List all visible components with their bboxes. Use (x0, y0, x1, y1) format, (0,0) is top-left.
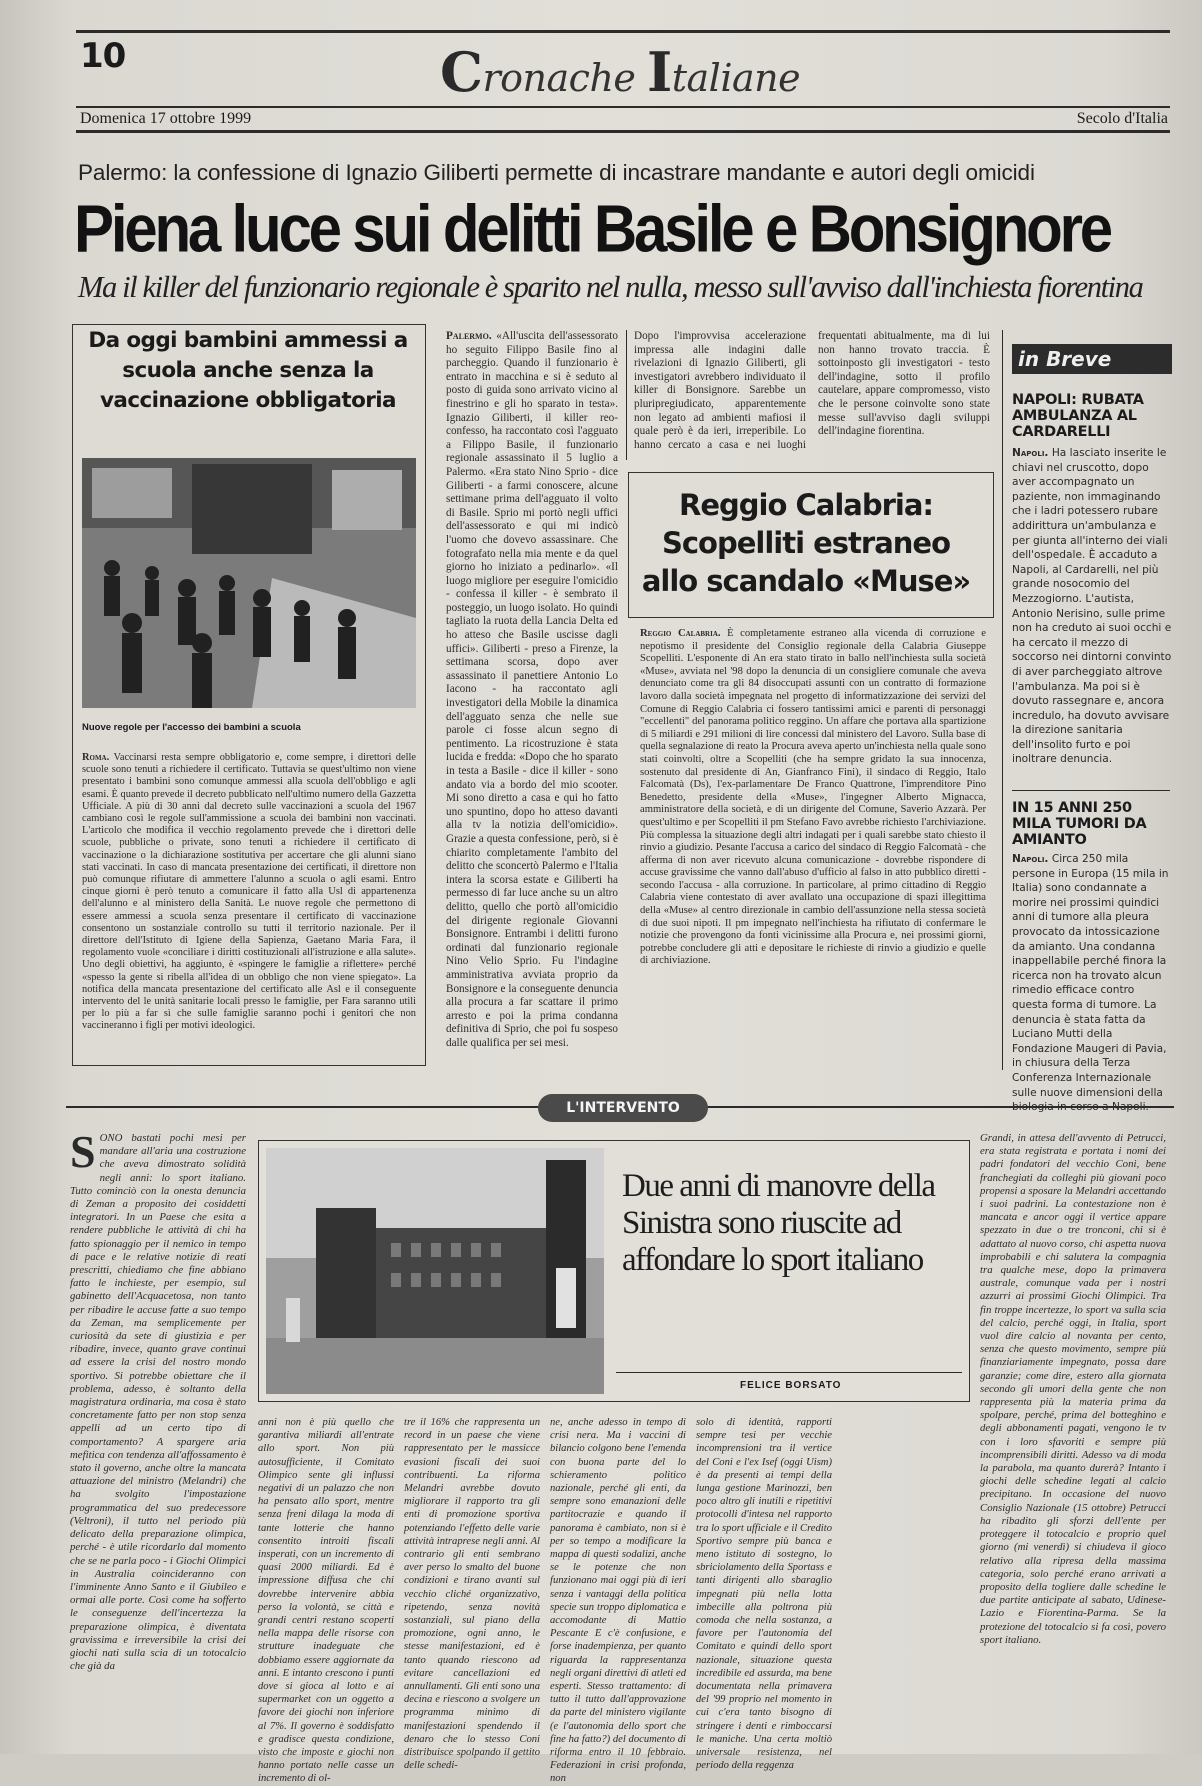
section-initial-i: I (646, 40, 672, 104)
author-rule (616, 1372, 962, 1373)
breve-item-1-body (1012, 446, 1172, 782)
intervento-col-right: Grandi, in attesa dell'avvento di Petrucci, era stata registrata e portata i nomi dei padri fondatori del vecchio Coni, bene franchegiati da colleghi più giovani poco propensi a sposare la Melandri accettando i suoi padrini. La contestazione non è mancata e ancor oggi il vertice appare spezzato in due o tre tronconi, chi si è adattato al nuovo corso, chi aspetta nuova improbabili e chi salutera la compagnia tra qualche mese, dopo la primavera australe, comunque vada per i nostri azzurri ai prossimi Giochi Olimpici. Tra fin troppe incertezze, lo sport va sulla scia del calcio, perché oggi, in Italia, sport vuol dire calcio al novanta per cento, senza che questo movimento, sempre più finanziariamente impegnato, possa dare garanzie; come dire, estero alla giornata secondo gli umori della gente che non rappresenta più la materia prima da spolpare, perché, prima del botteghino e degli abbonamenti pagati, vengono le tv con i loro sfavoriti e sempre più incomprensibili diritti. Adesso va di moda la parabola, ma quanto durerà? Intanto i giochi delle schedine legati al calcio precipitano. In occasione del nuovo Consiglio Nazionale (15 ottobre) Petrucci ha ribadito gli sforzi dell'ente per proteggere il totocalcio e proprio quel giorno (mi venerdì) si chiudeva il gioco relativo alla ripresa della massima categoria, solo perché erano arrivati a proposito della togliere dalle schedine le due partite anticipate al sabato, Udinese-Lazio e Fiorentina-Parma. Se la protezione del totocalcio si fa così, povero sport italiano. (980, 1132, 1166, 1646)
photo-caption: Nuove regole per l'accesso dei bambini a scuola (82, 722, 301, 733)
intervento-text-left: ONO bastati pochi mesi per mandare all'aria una costruzione che aveva dimostrato solidità negli anni: lo sport italiano. Tutto cominciò con la onesta denuncia di Zeman a proposito dei cosiddetti integratori. In un Paese che esita a rendere pubbliche le attività di chi ha fatto spionaggio per il nemico in tempo di pace e le relative notizie di reati prescritti, chiediamo che fine abbiano fatto le inchieste, per esempio, sul gabinetto dell'Acquacetosa, non tanto per ribadire le accuse fatte a suo tempo da Zeman, ma semplicemente per curiosità da sete di giustizia e per ribadire, invece, quanto grave continui ad essere la crisi del nostro mondo sportivo. Si potrebbe obiettare che il problema, adesso, è soltanto della magistratura ordinaria, ma cosa è stato concretamente fatto per non stop senza appelli ad un certo tipo di comportamento? A spargere aria mefitica con tendenza all'affossamento è stato il governo, anche oltre la mancata attuazione del ministro (Melandri) che ha svolgito l'impostazione programmatica del suo predecessore (Veltroni), il tutto nel periodo più delicato della preparazione olimpica, perché - è utile ricordarlo dal momento che se ne parla poco - i Giochi Olimpici in Australia coincideranno con l'imminente Anno Santo e il Giubileo e ormai alle porte. Così come ha sofferto le conseguenze dell'incertezza la preparazione olimpica, è diventata gravissima e irreversibile la crisi dei giochi nati sulla scia di un totocalcio che già da (70, 1132, 246, 1673)
section-initial-c: C (440, 40, 483, 104)
main-dateline: Palermo. (446, 330, 492, 342)
breve-item-1-headline: NAPOLI: RUBATA AMBULANZA AL CARDARELLI (1012, 392, 1144, 440)
main-col-divider (626, 330, 627, 460)
intervento-title: Due anni di manovre della Sinistra sono riuscite ad affondare lo sport italiano (622, 1168, 935, 1278)
building-photo-graphic (266, 1148, 604, 1394)
reggio-text: È completamente estraneo alla vicenda di corruzione e nepotismo il presidente del Consiglio regionale della Calabria Giuseppe Scopelliti. L'esponente di An era stato tirato in ballo nell'inchiesta sulla società «Muse», avviata nel '98 dopo la denuncia di un consigliere comunale che aveva denunciato come tra gli 84 disoccupati assunti con un contratto di formazione lavoro dalla società impegnata nel progetto di informatizzazione dei servizi del Comune di Reggio Calabria ci fossero tantissimi amici e parenti di personaggi "eccellenti" del panorama politico reggino. Un affare che portava alla spartizione di 5 miliardi e 291 milioni di lire concessi dal ministero del Lavoro. Sulla base di quella segnalazione di reato la Procura aveva aperto un'inchiesta nella quale sono stati coinvolti, oltre a Scopelliti (che ha sempre gridato la sua innocenza, sostenuto dal presidente di An, Gianfranco Fini), il sindaco di Reggio, Italo Falcomatà (Ds), l'ex-parlamentare De Franco Quattrone, l'imprenditore Pino Benedetto, presidente della «Muse», l'ingegner Alberto Mignacca, amministratore della società, e di un dirigente del Comune, Saverio Azzarà. Per quest'ultimo e per Scopelliti il pm Stefano Favo avrebbe richiesto l'archiviazione. Più complessa la situazione degli altri indagati per i quali sarebbe stato chiesto il rinvio a giudizio. Pesante l'accusa a carico del sindaco di Reggio Falcomatà - che afferma di non aver ricevuto alcuna comunicazione - dovrebbe rispondere di accuse gravissime che vanno dall'abuso d'ufficio al falso in atto pubblico diretti - secondo l'accusa - alla corruzione. In particolare, al primo cittadino di Reggio Calabria viene contestato di aver avallato una occupazione di spazi illegittima della «Muse» al centro direzionale in cambio dell'assunzione nella stessa società di due suoi nipoti. Il pm impegnato nell'inchiesta ha rifiutato di confermare le notizie che provengono da fonti vicinissime alla Procura e, nei prossimi giorni, potrebbe concludere gli atti e depositare le richieste di rinvio a giudizio e quelle di archiviazione. (640, 628, 987, 967)
intervento-badge: L'INTERVENTO (538, 1094, 708, 1122)
main-story-col1 (446, 330, 618, 1066)
vaccine-text: Vaccinarsi resta sempre obbligatorio e, come sempre, i direttori delle scuole sono tenuti a richiedere il certificato. Tuttavia se quest'ultimo non viene presentato i bambini sono comunque ammessi alla scuola dell'obbligo e agli esami. È quanto prevede il decreto pubblicato nell'ultimo numero della Gazzetta Ufficiale. A più di 30 anni dal decreto sulle vaccinazioni a scuola del 1967 cambiano così le regole sull'ammissione a scuola dei bambini non vaccinati. L'articolo che modifica il vecchio regolamento prevede che i direttori delle scuole, pubbliche o private, sono tenuti a richiedere il certificato di vaccinazione o la dichiarazione sostitutiva per accertare che gli alunni siano stati vaccinati. In caso di mancata presentazione dei certificati, il direttore non può comunque rifiutare di ammettere l'alunno a scuola o agli esami. Entro cinque giorni è però tenuto a comunicare il fatto alla Usl di appartenenza dell'alunno e al ministero della Sanità. Le nuove regole che permettono di essere ammessi a scuola senza presentare il certificato di vaccinazione consentono un sostanziale controllo su tutti il territorio nazionale. Per il direttore dell'Istituto di Igiene della Sapienza, Gaetano Maria Fara, il regolamento vuole «conciliare i diritti costituzionali all'istruzione e alla salute». Uno degli obiettivi, ha aggiunto, è «spingere le famiglie a riflettere» perché «spesso la gente si ribella all'idea di un obbligo che non viene spiegato». La notifica della mancata presentazione del certificato alle Asl e il conseguente intervento del le unità sanitarie locali presso le famiglie, per Fara saranno utili per lo più a far sì che sulle famiglie saranno pochi i genitori che non vaccineranno i figli per motivi ideologici. (82, 752, 416, 1032)
intervento-author: FELICE BORSATO (740, 1380, 842, 1391)
main-headline: Piena luce sui delitti Basile e Bonsignore (74, 191, 1110, 267)
in-breve-label (1012, 344, 1172, 374)
dropcap-s: S (70, 1126, 96, 1177)
vaccine-dateline: Roma. (82, 752, 110, 763)
building-photo (266, 1148, 604, 1394)
in-breve-prefix: in (1018, 347, 1047, 371)
page-number: 10 (80, 36, 126, 76)
date-rule (76, 130, 1170, 133)
intervento-col5: solo di identità, rapporti sempre tesi per vecchie incomprensioni tra il vertice del Coni e l'ex Isef (oggi Uism) è da presenti ai tempi della lunga gestione Marinozzi, ben poco altro gli inutili e ripetitivi protocolli d'intesa nel rapporto tra lo sport ufficiale e il Credito Sportivo sempre più banca e meno istituto di sostegno, lo sbriciolamento della Sportass e tanti dirigenti allo sbaraglio impegnati più nella lotta imbecille alla poltrona più comoda che nella sostanza, a favore per l'autonomia del Comitato e quindi dello sport nazionale, situazione questa incredibile ed assurda, ma bene documentata nella primavera del '99 proprio nel momento in cui c'era tanto bisogno di stringere i denti e rimboccarsi le maniche. Una certa moltiò universale resistenza, nel periodo della reggenza (696, 1417, 832, 1772)
in-breve-word: Breve (1046, 347, 1112, 371)
newspaper-name: Secolo d'Italia (1076, 110, 1168, 127)
intervento-col-left (70, 1126, 246, 1740)
breve-item-2-body (1012, 852, 1172, 1099)
main-story-col2: Dopo l'improvvisa accelerazione impressa alle indagini dalle rivelazioni di Ignazio Giliberti, gli investigatori avrebbero individuato il killer di Bonsignore. Sarebbe un pluripregiudicato, apparentemente non legato ad ambienti mafiosi il quale però è da ieri, irreperibile. Lo hanno cercato a casa e nei luoghi frequentati abitualmente, ma di lui non hanno trovato traccia. È sottoinposto gli investigatori - testo dell'indagine, sotto il profilo cautelare, appare compromesso, visto che le persone coinvolte sono state messe sull'avviso dagli sviluppi dell'indagine fiorentina. (634, 330, 990, 451)
top-rule (76, 30, 1170, 33)
intervento-col3: tre il 16% che rappresenta un record in un paese che viene rappresentato per le massicce evasioni fiscali dei suoi contribuenti. La riforma Melandri avrebbe dovuto migliorare il rapporto tra gli enti di promozione sportiva potenziando l'effetto delle varie attività intraprese negli anni. Al contrario gli enti sembrano aver perso lo smalto del buone condizioni e tirano avanti sul vecchio cliché organizzativo, ripetendo, senza novità sostanziali, sul piano della promozione, ogni anno, le stesse manifestazioni, ed è tanto quando riescono ad evitare cancellazioni ed annullamenti. Gli enti sono una decina e riescono a svolgere un programma minimo di manifestazioni spendendo il denaro che lo stesso Coni distribuisce spolpando il gettito delle schedi- (404, 1417, 540, 1772)
issue-date: Domenica 17 ottobre 1999 (80, 110, 252, 127)
breve-item-2-text: Circa 250 mila persone in Europa (15 mila in Italia) sono condannate a morire nei prossimi quindici anni di tumore alla pleura provocato da intossicazione da amianto. Una condanna inappellabile perché finora la ricerca non ha trovato alcun rimedio efficace contro questa forma di tumore. La denuncia è stata fatta da Luciano Mutti della Fondazione Maugeri di Pavia, in chiusura della Terza Conferenza Internazionale sulle nuove dimensioni della (1012, 853, 1169, 1099)
masthead-rule (76, 106, 1170, 108)
intervento-col2: anni non è più quello che garantiva miliardi all'entrate allo sport. Non più autosufficiente, il Comitato Olimpico sente gli influssi negativi di un palazzo che non ha pensato allo sport, mentre senza freni dilaga la moda di tante lotterie che hanno consentito introiti fiscali insperati, con un incremento di quasi 2000 miliardi. Ed è impressione diffusa che chi dovrebbe intervenire abbia perso la volontà, se città e grandi centri restano scoperti nella mappa delle risorse con strutture inadeguate che dobbiamo essere aggiornate da anni. E intanto crescono i punti dove si gioca al lotto e ai supermarket con un oggetto a favore dei giochi non inferiore al 7%. Il governo è soddisfatto e gradisce questa condizione, visto che imposte e giochi non hanno portato nelle casse un incremento di ol- (258, 1417, 394, 1785)
school-photo (82, 458, 416, 708)
breve-item-1-text: Ha lasciato inserite le chiavi nel cruscotto, dopo aver accompagnato un paziente, non immaginando che i ladri potessero rubare addirittura un'ambulanza e per giunta all'interno dei viali dell'ospedale. È accaduto a Napoli, al Cardarelli, nel più grande nosocomio del Mezzogiorno. L'autista, Antonio Nerisino, sulle prime non ha creduto ai suoi occhi e ha cercato il mezzo di soccorso nei dintorni convinto di aver parcheggiato altrove l'ambulanza. Ma poi si è dovuto rassegnare e, ancora incredulo, ha dovuto avvisare la direzione sanitaria dell'insolito furto e poi inoltrare denuncia. (1012, 447, 1172, 766)
breve-item-2-dateline: Napoli. (1012, 853, 1049, 865)
breve-separator (1012, 790, 1170, 791)
section-title-part1: ronache (482, 56, 647, 100)
main-text-col1: «All'uscita dell'assessorato ho seguito Filippo Basile fino al parcheggio. Quando il funzionario è entrato in macchina e si è seduto al posto di guida sono arrivato vicino al finestrino e gli ho sparato in testa». Ignazio Giliberti, il killer reo-confesso, ha raccontato così l'agguato a Filippo Basile, il funzionario regionale assassinato il 5 luglio a Palermo. «Era stato Nino Sprio - dice Giliberti - a farmi conoscere, alcune settimane prima dell'agguato il volto di Basile. Sprio mi portò negli uffici dell'assessorato e qui mi indicò l'uomo che dovevo assassinare. Che fotografato nella mia mente e da quel giorno ho iniziato a pedinarlo». «Il luogo migliore per eseguire l'omicidio - confessa il killer - è sembrato il posteggio, un luogo isolato. Ho quindi tagliato la ruota della Lancia Delta ed ho atteso che Basile uscisse dagli uffici». Giliberti - preso a Firenze, la settimana scorsa, dopo aver assassinato il panettiere Antonio Lo Iacono - ha raccontato agli investigatori della Mobile la dinamica dell'agguato senza che nelle sue parole ci fosse alcun segno di pentimento. La ricostruzione è stata lucida e fredda: «Dopo che ho sparato in testa a Basile - dice il killer - sono andato via a bordo del mio scooter. Mi sono diretto a casa e qui ho fatto uno spuntino, dopo ho atteso davanti alla tv la notizia dell'omicidio». Grazie a questa confessione, però, si è chiarito completamente l'ambito del delitto che sconcertò Palermo e l'Italia intera la scorsa estate e Giliberti ha permesso di far luce anche su un altro delitto, quello che portò all'omicidio del dirigente regionale Giovanni Bonsignore. Entrambi i delitti furono ordinati dal funzionario regionale Nino Velio Sprio. Fu l'indagine amministrativa avviata proprio da Bonsignore e la conseguente denuncia alla procura a far scattare il primo arresto e poi la prima condanna definitiva di Sprio, che poi fu sospeso dalle qualifica per sei mesi. (446, 330, 619, 1049)
main-subhead: Ma il killer del funzionario regionale è sparito nel nulla, messo sull'avviso dall'inchiesta fiorentina (78, 270, 1143, 304)
reggio-headline: Reggio Calabria: Scopelliti estraneo allo scandalo «Muse» (641, 488, 971, 598)
section-title (440, 40, 800, 104)
section-title-part2: taliane (671, 56, 801, 100)
reggio-dateline: Reggio Calabria. (640, 628, 721, 639)
breve-divider (1002, 330, 1003, 1070)
intervento-col4: ne, anche adesso in tempo di crisi nera. Ma i vaccini di bilancio colgono bene l'emenda con buona parte del lo schieramento politico nazionale, perché gli enti, da sempre sono emanazioni delle partitocrazie e quando il panorama è cambiato, non si è per so tempo a modificare la mappa di questi sodalizi, anche se le potenze che non funzionano mai oggi più di ieri senza i vantaggi della politica specie sun troppo diplomatica e accomodante di Mattio Pescante E c'è confusione, e forse inadempienza, per quanto riguarda la rappresentanza negli organi direttivi di atleti ed esperti. Stesso trattamento: di tutto il tutto dall'approvazione da parte del ministero vigilante (e l'autonomia dello sport che fine ha fatto?) del documento di riforma entro il 10 febbraio. Federazioni in crisi profonda, non (550, 1417, 686, 1785)
reggio-body (640, 628, 986, 1066)
school-photo-graphic (82, 458, 416, 708)
main-kicker: Palermo: la confessione di Ignazio Giliberti permette di incastrare mandante e autori degli omicidi (78, 160, 1035, 185)
breve-item-2-headline: IN 15 ANNI 250 MILA TUMORI DA AMIANTO (1012, 800, 1147, 848)
breve-item-1-dateline: Napoli. (1012, 447, 1049, 459)
vaccine-headline: Da oggi bambini ammessi a scuola anche senza la vaccinazione obbligatoria (88, 328, 408, 413)
vaccine-body (82, 752, 416, 1058)
